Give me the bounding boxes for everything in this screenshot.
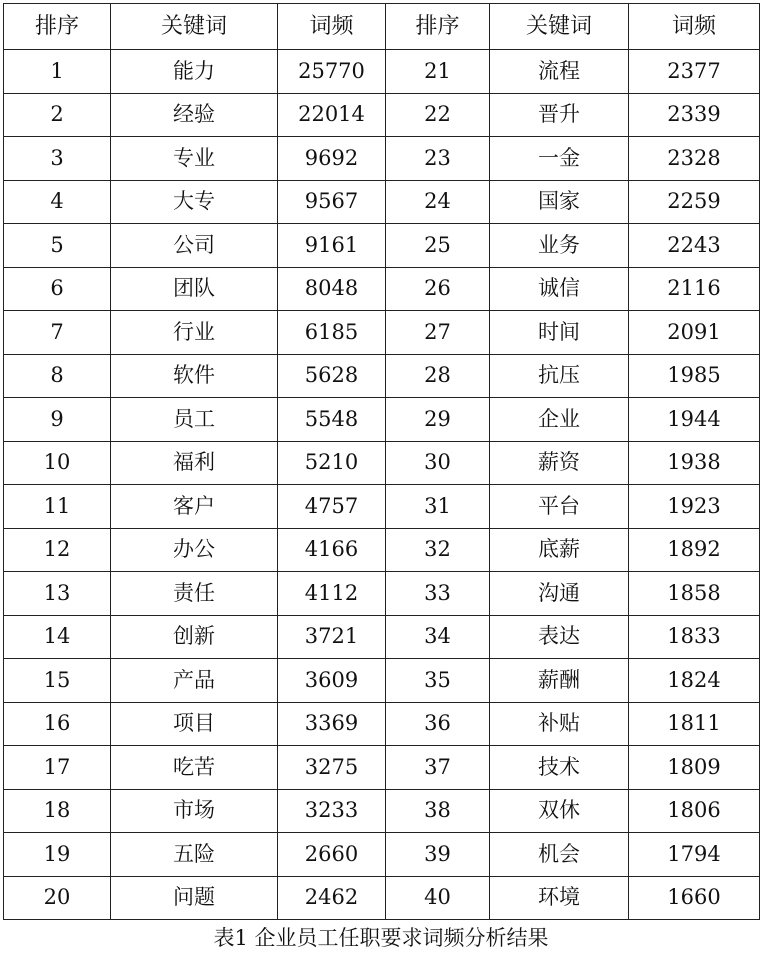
- cell-keyword: 表达: [490, 615, 629, 659]
- keyword-frequency-table: [3, 3, 760, 920]
- cell-rank: 29: [386, 398, 490, 442]
- cell-keyword: 行业: [111, 311, 278, 355]
- cell-rank: 7: [4, 311, 111, 355]
- cell-frequency: 3275: [278, 746, 386, 790]
- cell-frequency: 6185: [278, 311, 386, 355]
- cell-rank: 21: [386, 50, 490, 94]
- table-row: [4, 528, 760, 572]
- cell-keyword: 福利: [111, 441, 278, 485]
- cell-keyword: 晋升: [490, 93, 629, 137]
- table-row: [4, 93, 760, 137]
- cell-frequency: 9692: [278, 137, 386, 181]
- table-row: [4, 876, 760, 920]
- cell-keyword: 办公: [111, 528, 278, 572]
- table-row: [4, 50, 760, 94]
- cell-keyword: 平台: [490, 485, 629, 529]
- cell-rank: 6: [4, 267, 111, 311]
- cell-keyword: 企业: [490, 398, 629, 442]
- cell-frequency: 3369: [278, 702, 386, 746]
- cell-keyword: 五险: [111, 833, 278, 877]
- cell-frequency: 8048: [278, 267, 386, 311]
- cell-rank: 4: [4, 180, 111, 224]
- table-row: [4, 398, 760, 442]
- cell-rank: 34: [386, 615, 490, 659]
- cell-frequency: 2259: [629, 180, 760, 224]
- table-row: [4, 354, 760, 398]
- table-row: [4, 702, 760, 746]
- cell-frequency: 2339: [629, 93, 760, 137]
- cell-keyword: 底薪: [490, 528, 629, 572]
- cell-keyword: 经验: [111, 93, 278, 137]
- cell-frequency: 4166: [278, 528, 386, 572]
- cell-frequency: 1811: [629, 702, 760, 746]
- cell-rank: 19: [4, 833, 111, 877]
- cell-frequency: 2328: [629, 137, 760, 181]
- cell-keyword: 吃苦: [111, 746, 278, 790]
- cell-keyword: 创新: [111, 615, 278, 659]
- cell-frequency: 4112: [278, 572, 386, 616]
- cell-keyword: 团队: [111, 267, 278, 311]
- cell-rank: 2: [4, 93, 111, 137]
- cell-frequency: 3233: [278, 789, 386, 833]
- cell-keyword: 员工: [111, 398, 278, 442]
- cell-keyword: 诚信: [490, 267, 629, 311]
- cell-rank: 8: [4, 354, 111, 398]
- cell-frequency: 2660: [278, 833, 386, 877]
- cell-rank: 14: [4, 615, 111, 659]
- cell-rank: 33: [386, 572, 490, 616]
- header-frequency: 词频: [629, 4, 760, 50]
- cell-keyword: 环境: [490, 876, 629, 920]
- cell-keyword: 薪酬: [490, 659, 629, 703]
- cell-frequency: 1794: [629, 833, 760, 877]
- cell-rank: 9: [4, 398, 111, 442]
- table-row: [4, 659, 760, 703]
- cell-frequency: 9567: [278, 180, 386, 224]
- cell-frequency: 25770: [278, 50, 386, 94]
- cell-frequency: 1660: [629, 876, 760, 920]
- header-keyword: 关键词: [490, 4, 629, 50]
- table-row: [4, 137, 760, 181]
- table-body: [4, 50, 760, 920]
- table-row: [4, 833, 760, 877]
- cell-frequency: 2116: [629, 267, 760, 311]
- cell-frequency: 5548: [278, 398, 386, 442]
- cell-frequency: 1858: [629, 572, 760, 616]
- cell-keyword: 流程: [490, 50, 629, 94]
- cell-keyword: 沟通: [490, 572, 629, 616]
- header-rank: 排序: [4, 4, 111, 50]
- cell-rank: 24: [386, 180, 490, 224]
- cell-rank: 15: [4, 659, 111, 703]
- cell-frequency: 4757: [278, 485, 386, 529]
- cell-keyword: 业务: [490, 224, 629, 268]
- cell-rank: 36: [386, 702, 490, 746]
- cell-keyword: 市场: [111, 789, 278, 833]
- header-frequency: 词频: [278, 4, 386, 50]
- table-row: [4, 180, 760, 224]
- cell-rank: 40: [386, 876, 490, 920]
- cell-rank: 39: [386, 833, 490, 877]
- cell-frequency: 22014: [278, 93, 386, 137]
- cell-rank: 22: [386, 93, 490, 137]
- cell-rank: 20: [4, 876, 111, 920]
- cell-frequency: 1806: [629, 789, 760, 833]
- cell-keyword: 软件: [111, 354, 278, 398]
- table-row: [4, 572, 760, 616]
- cell-frequency: 2462: [278, 876, 386, 920]
- cell-keyword: 大专: [111, 180, 278, 224]
- cell-frequency: 5628: [278, 354, 386, 398]
- cell-keyword: 客户: [111, 485, 278, 529]
- cell-frequency: 3721: [278, 615, 386, 659]
- cell-frequency: 5210: [278, 441, 386, 485]
- cell-keyword: 专业: [111, 137, 278, 181]
- cell-keyword: 公司: [111, 224, 278, 268]
- cell-rank: 12: [4, 528, 111, 572]
- cell-keyword: 国家: [490, 180, 629, 224]
- cell-frequency: 2091: [629, 311, 760, 355]
- header-keyword: 关键词: [111, 4, 278, 50]
- cell-frequency: 1944: [629, 398, 760, 442]
- cell-rank: 5: [4, 224, 111, 268]
- cell-rank: 35: [386, 659, 490, 703]
- cell-rank: 13: [4, 572, 111, 616]
- cell-rank: 38: [386, 789, 490, 833]
- table-row: [4, 615, 760, 659]
- cell-frequency: 1809: [629, 746, 760, 790]
- cell-rank: 31: [386, 485, 490, 529]
- cell-rank: 26: [386, 267, 490, 311]
- cell-frequency: 3609: [278, 659, 386, 703]
- cell-rank: 16: [4, 702, 111, 746]
- cell-frequency: 9161: [278, 224, 386, 268]
- cell-rank: 10: [4, 441, 111, 485]
- cell-frequency: 1985: [629, 354, 760, 398]
- cell-keyword: 补贴: [490, 702, 629, 746]
- table-row: [4, 267, 760, 311]
- cell-keyword: 机会: [490, 833, 629, 877]
- header-rank: 排序: [386, 4, 490, 50]
- cell-rank: 11: [4, 485, 111, 529]
- table-row: [4, 789, 760, 833]
- cell-frequency: 1892: [629, 528, 760, 572]
- cell-keyword: 能力: [111, 50, 278, 94]
- table-row: [4, 485, 760, 529]
- cell-rank: 27: [386, 311, 490, 355]
- cell-rank: 25: [386, 224, 490, 268]
- table-row: [4, 746, 760, 790]
- cell-rank: 1: [4, 50, 111, 94]
- cell-frequency: 1923: [629, 485, 760, 529]
- cell-frequency: 1833: [629, 615, 760, 659]
- cell-keyword: 技术: [490, 746, 629, 790]
- cell-frequency: 2243: [629, 224, 760, 268]
- cell-keyword: 时间: [490, 311, 629, 355]
- cell-rank: 17: [4, 746, 111, 790]
- cell-rank: 28: [386, 354, 490, 398]
- cell-rank: 18: [4, 789, 111, 833]
- cell-rank: 37: [386, 746, 490, 790]
- cell-rank: 30: [386, 441, 490, 485]
- cell-keyword: 一金: [490, 137, 629, 181]
- cell-keyword: 薪资: [490, 441, 629, 485]
- cell-frequency: 1824: [629, 659, 760, 703]
- cell-keyword: 责任: [111, 572, 278, 616]
- cell-keyword: 产品: [111, 659, 278, 703]
- cell-rank: 23: [386, 137, 490, 181]
- cell-keyword: 抗压: [490, 354, 629, 398]
- table-caption: 表1 企业员工任职要求词频分析结果: [213, 926, 549, 950]
- cell-frequency: 1938: [629, 441, 760, 485]
- cell-rank: 32: [386, 528, 490, 572]
- cell-keyword: 项目: [111, 702, 278, 746]
- cell-frequency: 2377: [629, 50, 760, 94]
- table-header-row: [4, 4, 760, 50]
- cell-rank: 3: [4, 137, 111, 181]
- cell-keyword: 双休: [490, 789, 629, 833]
- table-row: [4, 441, 760, 485]
- table-row: [4, 311, 760, 355]
- table-row: [4, 224, 760, 268]
- cell-keyword: 问题: [111, 876, 278, 920]
